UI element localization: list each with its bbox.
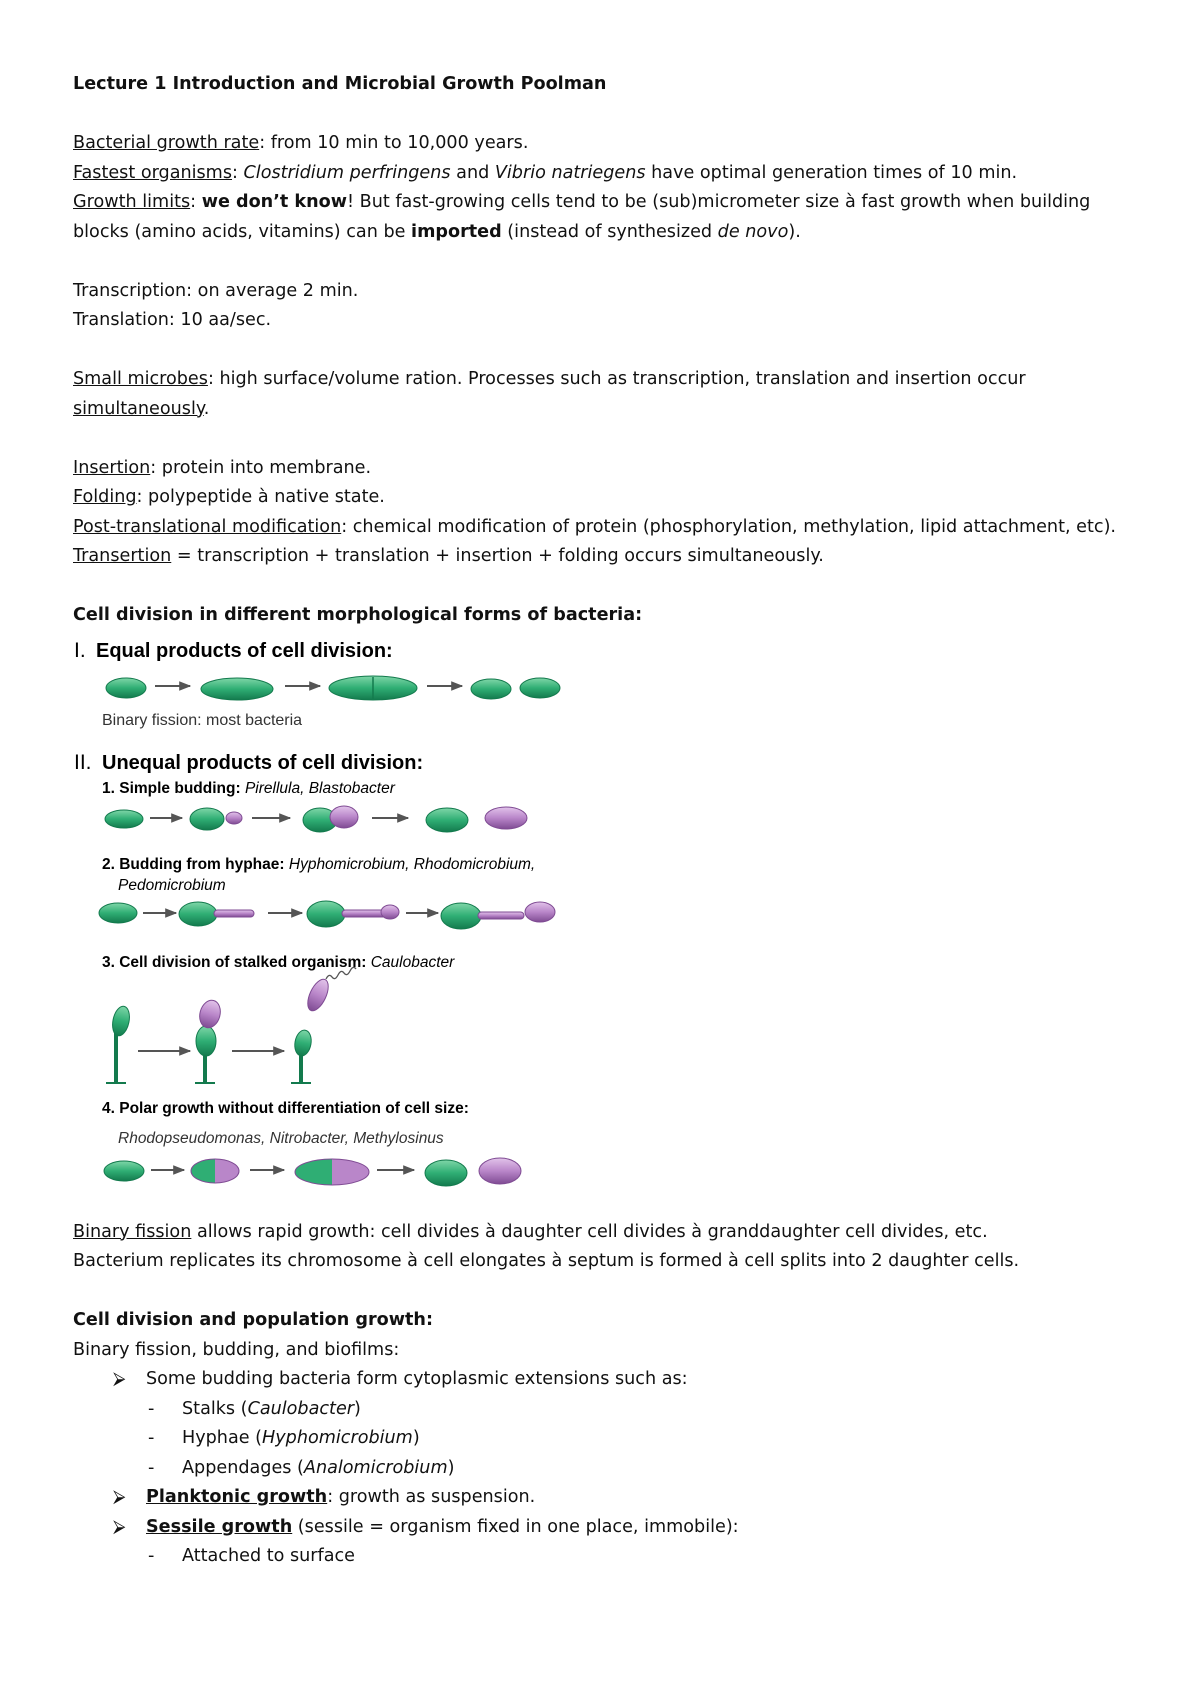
dash-item-stalks — [73, 1395, 1133, 1425]
arrow-bullet-icon: ⮚ — [113, 1487, 126, 1507]
population-heading: Cell division and population growth: — [73, 1310, 433, 1330]
document-page — [73, 70, 1133, 1572]
hyphae-budding-organisms: Hyphomicrobium, Rhodomicrobium, — [288, 855, 536, 873]
bud-cell — [525, 902, 555, 922]
bullet-sessile — [73, 1513, 1133, 1543]
item-text: Stalks ( — [182, 1398, 248, 1419]
growth-rate-line — [73, 129, 1133, 159]
sep: : — [231, 162, 244, 183]
hyphae-budding-title: 2. Budding from hyphae: — [102, 855, 289, 873]
cell — [106, 678, 146, 698]
fastest-text: have optimal generation times of 10 min. — [645, 162, 1018, 183]
item-text: Hyphae ( — [182, 1428, 263, 1448]
dash-item-attached — [73, 1542, 1133, 1572]
term-transertion: Transertion — [73, 546, 172, 566]
cell — [179, 902, 217, 926]
section-1-title: Equal products of cell division: — [96, 639, 393, 662]
binary-fission-caption: Binary fission: most bacteria — [102, 711, 303, 729]
term-insertion: Insertion — [73, 457, 151, 478]
daughter-cell — [425, 1160, 467, 1186]
bud-cell — [485, 807, 527, 829]
small-microbes-paragraph — [73, 365, 1133, 424]
fastest-line — [73, 159, 1133, 189]
item-organism: Caulobacter — [247, 1398, 355, 1419]
simple-budding-title: 1. Simple budding: — [102, 779, 245, 797]
term-small-microbes: Small microbes — [73, 369, 208, 389]
growing-cell — [191, 1159, 239, 1183]
section-1-number: I. — [74, 638, 86, 662]
insertion-text: : protein into membrane. — [150, 457, 372, 478]
cell — [104, 1161, 144, 1181]
organism-clostridium: Clostridium perfringens — [243, 162, 451, 183]
polar-growth-row — [104, 1158, 521, 1186]
transcription-line: Transcription: on average 2 min. — [73, 280, 359, 301]
cell — [99, 903, 137, 923]
simple-budding-organisms: Pirellula, Blastobacter — [244, 779, 395, 797]
term-ptm: Post-translational modification — [73, 516, 342, 537]
division-heading: Cell division in different morphological forms of bacteria: — [73, 605, 643, 625]
section-2-title: Unequal products of cell division: — [102, 751, 424, 774]
sep: : — [190, 192, 202, 212]
dash-marker: - — [148, 1546, 155, 1566]
hyphae-budding-row — [99, 901, 555, 929]
bud — [226, 812, 242, 824]
term-simultaneously: simultaneously — [73, 398, 204, 419]
swarmer-cell — [304, 976, 333, 1014]
polar-growth-label: 4. Polar growth without differentiation of cell size: — [102, 1099, 469, 1117]
cell-division-figure — [72, 633, 632, 1213]
stalked-cell — [110, 1004, 132, 1037]
daughter-cell — [520, 678, 560, 698]
term-growth-limits: Growth limits — [73, 192, 191, 212]
dash-item-appendages — [73, 1454, 1133, 1484]
item-organism: Analomicrobium — [303, 1457, 448, 1478]
limits-text-3: ). — [788, 221, 801, 242]
arrow-bullet-icon: ⮚ — [113, 1369, 126, 1389]
bud — [330, 806, 358, 828]
cell-division-diagram — [72, 633, 632, 1213]
folding-line — [73, 483, 1133, 513]
divided-cell — [295, 1159, 369, 1185]
item-text: Attached to surface — [182, 1546, 355, 1566]
bold-dont-know: we don’t know — [201, 192, 347, 212]
item-text-end: ) — [412, 1428, 420, 1448]
stalked-organism: Caulobacter — [370, 953, 455, 971]
daughter-cell — [479, 1158, 521, 1184]
stalked-label — [102, 954, 455, 971]
bold-imported: imported — [411, 221, 502, 242]
cell — [441, 903, 481, 929]
ptm-paragraph — [73, 513, 1133, 543]
text-and: and — [450, 162, 495, 183]
stalked-row — [106, 967, 356, 1083]
population-subheading: Binary fission, budding, and biofilms: — [73, 1339, 400, 1360]
small-text-end: . — [203, 398, 210, 419]
translation-line: Translation: 10 aa/sec. — [73, 310, 272, 330]
small-text: : high surface/volume ration. Processes such as transcription, translation and insertion occur — [207, 369, 1026, 389]
hypha — [478, 912, 524, 919]
item-text: Appendages ( — [182, 1457, 304, 1478]
bullet-budding-extensions — [73, 1365, 1133, 1395]
dash-marker: - — [148, 1457, 155, 1478]
hyphae-budding-organisms-2: Pedomicrobium — [118, 876, 226, 894]
limits-text: ! But fast-growing cells tend to be (sub)micrometer size à fast growth when building blocks (amino acids, vitamins) can be — [73, 192, 1091, 242]
simple-budding-row — [105, 806, 527, 832]
transertion-line — [73, 542, 1133, 572]
growth-rate-text: : from 10 min to 10,000 years. — [259, 133, 529, 153]
dash-item-hyphae — [73, 1424, 1133, 1454]
section-2-number: II. — [74, 750, 92, 774]
arrow-bullet-icon: ⮚ — [113, 1516, 126, 1537]
simple-budding-label — [102, 780, 396, 797]
bullet-text: Some budding bacteria form cytoplasmic extensions such as: — [146, 1369, 688, 1389]
stalked-cell — [196, 1026, 216, 1056]
bullet-planktonic — [73, 1483, 1133, 1513]
insertion-line — [73, 454, 1133, 484]
binary-fission-row — [106, 676, 560, 700]
term-planktonic: Planktonic growth — [146, 1487, 328, 1507]
item-text-end: ) — [447, 1457, 455, 1478]
term-fastest: Fastest organisms — [73, 162, 232, 183]
transertion-text: = transcription + translation + insertion + folding occurs simultaneously. — [171, 546, 824, 566]
italic-de-novo: de novo — [717, 221, 789, 242]
folding-text: : polypeptide à native state. — [136, 487, 385, 507]
swarmer-cell — [197, 997, 224, 1029]
binary-fission-text: allows rapid growth: cell divides à daughter cell divides à granddaughter cell divides, etc. — [191, 1221, 988, 1242]
hyphae-budding-label — [102, 856, 535, 873]
bud — [381, 905, 399, 919]
stalked-cell — [293, 1028, 313, 1056]
cell — [105, 810, 143, 828]
mother-cell — [190, 808, 224, 830]
item-organism: Hyphomicrobium — [262, 1428, 413, 1448]
limits-paragraph — [73, 188, 1133, 247]
bullet-text: (sessile = organism fixed in one place, immobile): — [292, 1516, 739, 1537]
daughter-cell — [471, 679, 511, 699]
bullet-text: : growth as suspension. — [327, 1487, 536, 1507]
dash-marker: - — [148, 1398, 155, 1419]
stalked-title: 3. Cell division of stalked organism: — [102, 953, 371, 971]
cell — [307, 901, 345, 927]
limits-text-2: (instead of synthesized — [501, 221, 718, 242]
polar-growth-organisms: Rhodopseudomonas, Nitrobacter, Methylosinus — [118, 1129, 444, 1147]
term-binary-fission: Binary fission — [73, 1221, 192, 1242]
daughter-cell — [426, 808, 468, 832]
organism-vibrio: Vibrio natriegens — [494, 162, 646, 183]
term-folding: Folding — [73, 487, 137, 507]
cell-elongated — [201, 678, 273, 700]
hypha — [214, 910, 254, 917]
item-text-end: ) — [354, 1398, 361, 1419]
dash-marker: - — [148, 1428, 155, 1448]
replicates-line: Bacterium replicates its chromosome à cell elongates à septum is formed à cell splits into 2 daughter cells. — [73, 1251, 1020, 1271]
ptm-text: : chemical modification of protein (phosphorylation, methylation, lipid attachment, etc). — [341, 516, 1117, 537]
term-growth-rate: Bacterial growth rate — [73, 133, 260, 153]
lecture-title: Lecture 1 Introduction and Microbial Growth Poolman — [73, 74, 607, 94]
term-sessile: Sessile growth — [146, 1516, 293, 1537]
binary-fission-line — [73, 1218, 1133, 1248]
